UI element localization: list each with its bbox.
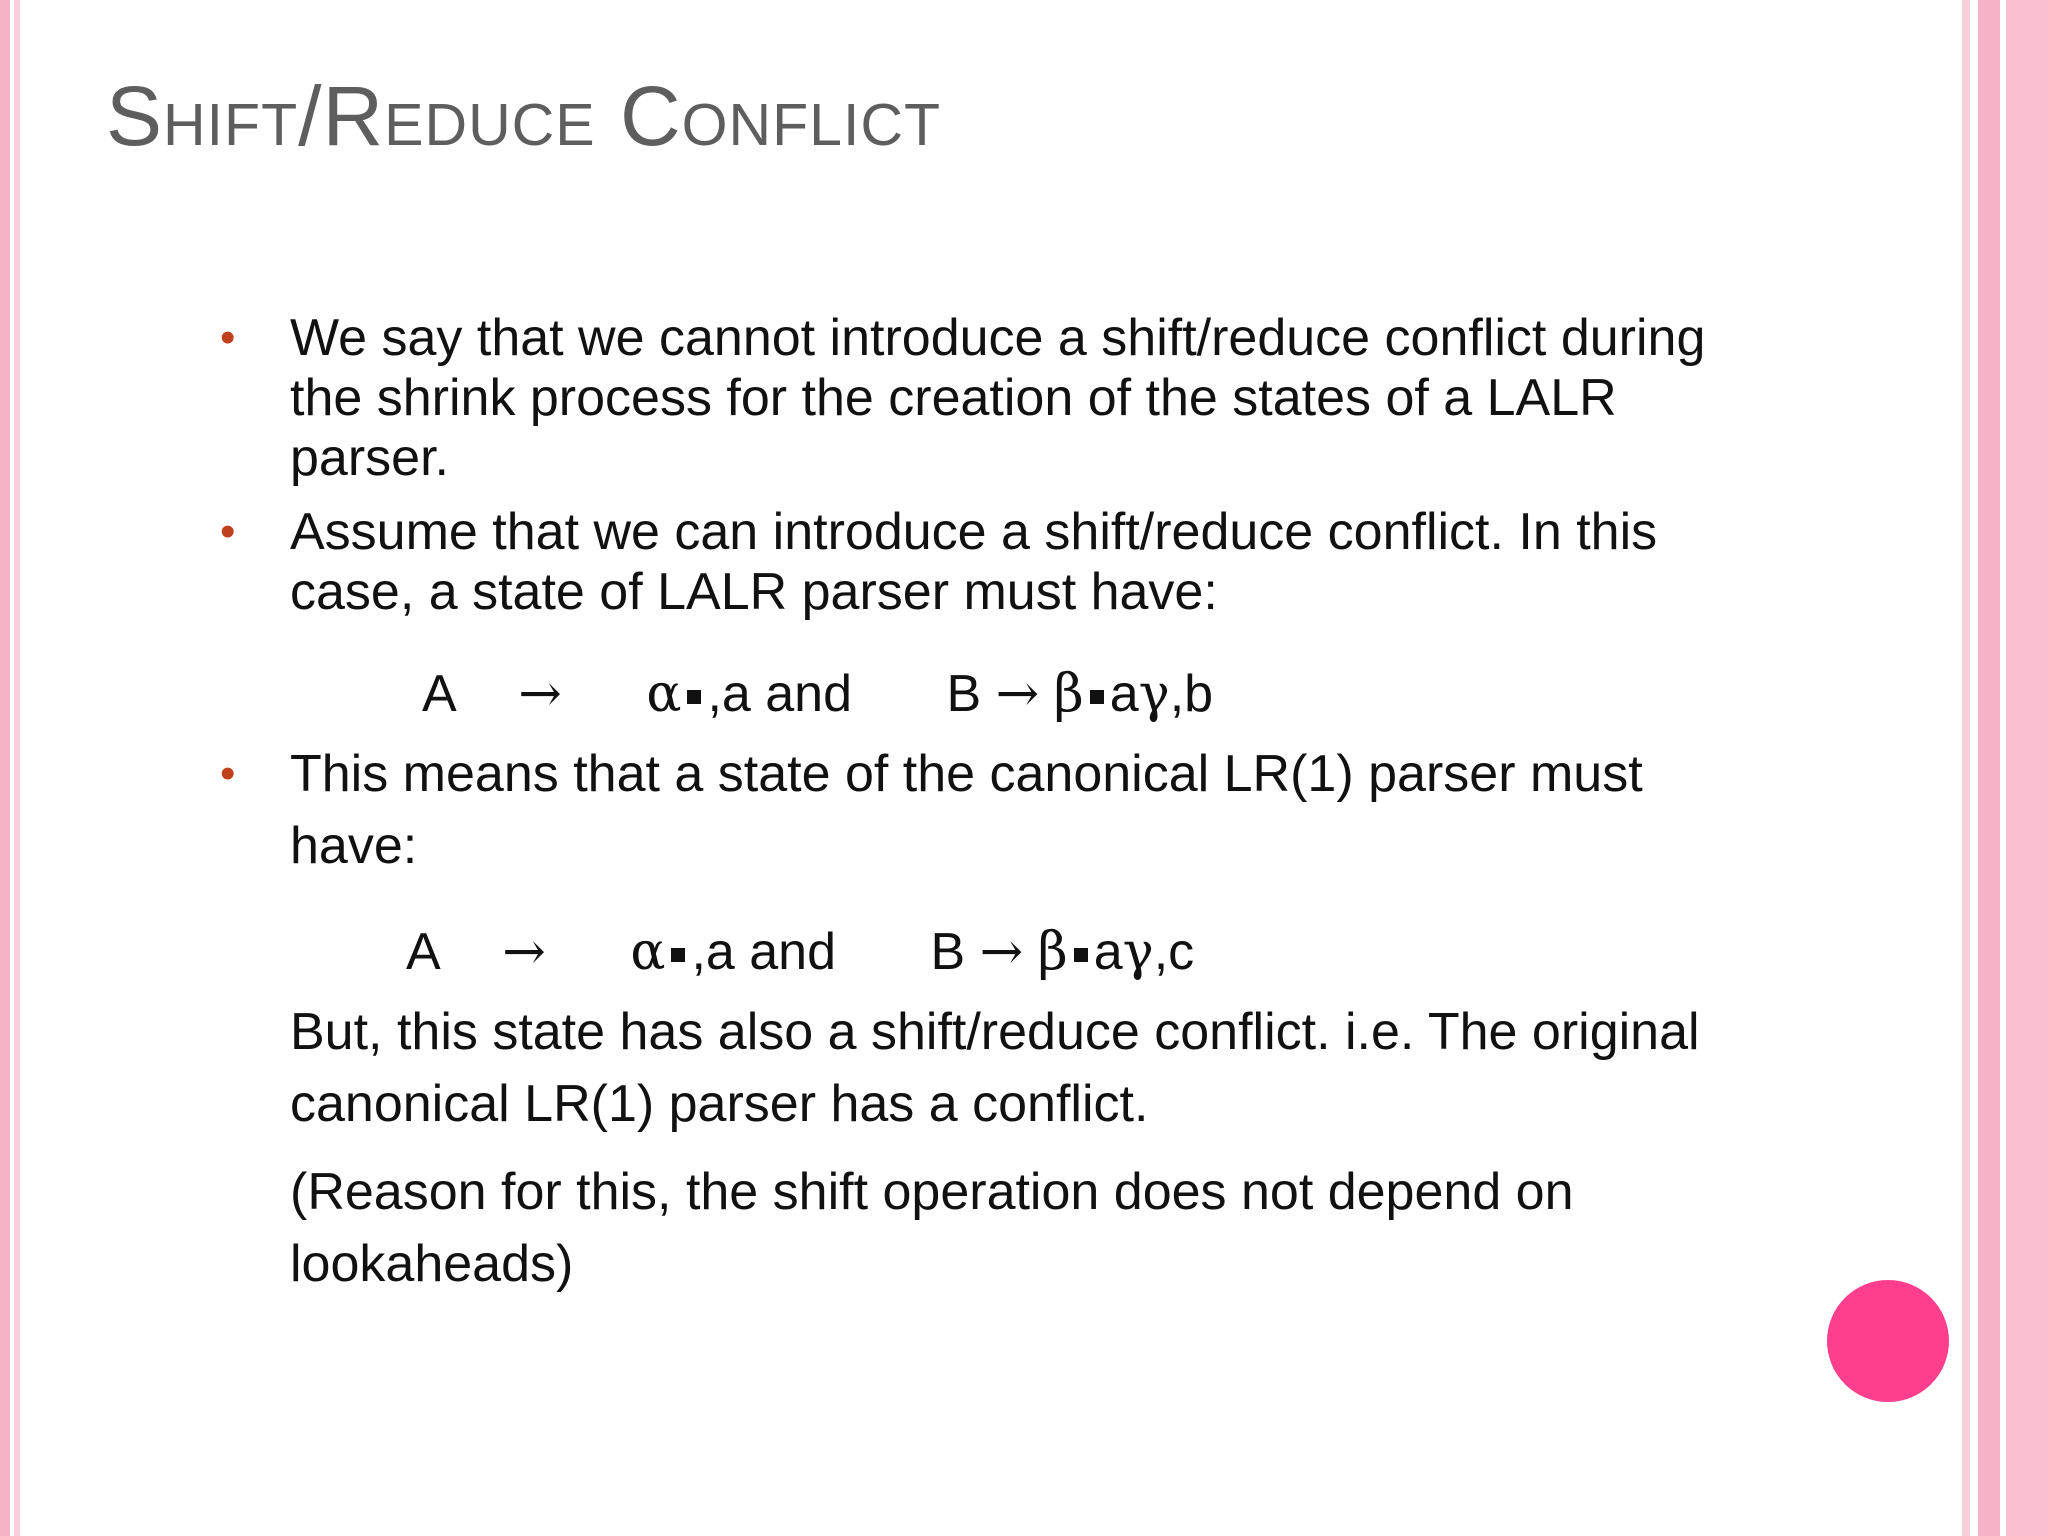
bullet-marker: •: [220, 749, 236, 798]
bullet-2-line-2: case, a state of LALR parser must have:: [290, 563, 1218, 621]
slide-title: Shift/Reduce Conflict: [106, 69, 942, 163]
formula-1-alpha: α: [646, 664, 682, 724]
formula-2-gamma: γ: [1122, 922, 1154, 982]
formula-2-rest-1: ,a and: [691, 923, 837, 981]
left-border-stripe-inner: [14, 0, 20, 1536]
formula-2: [406, 922, 1194, 982]
right-border-stripe-wide: [2006, 0, 2048, 1536]
formula-1-lhs: A: [422, 665, 454, 723]
item-dot-icon: [1074, 948, 1088, 962]
bullet-1-line-3: parser.: [290, 429, 449, 487]
formula-2-alpha: α: [630, 922, 666, 982]
formula-2-lhs: A: [406, 923, 438, 981]
right-border-stripe-middle: [1978, 0, 2000, 1536]
formula-1-beta: β: [1053, 664, 1084, 724]
formula-1-a: a: [1109, 665, 1139, 723]
formula-2-lhs-2: B: [930, 923, 966, 981]
formula-1-rest-1: ,a and: [707, 665, 853, 723]
conclusion-line-1: But, this state has also a shift/reduce conflict. i.e. The original: [290, 1003, 1700, 1061]
right-border-stripe-thin: [1962, 0, 1970, 1536]
formula-1-gamma: γ: [1138, 664, 1170, 724]
bullet-2-line-1: Assume that we can introduce a shift/reduce conflict. In this: [290, 503, 1658, 561]
formula-2-arrow-2: →: [979, 922, 1024, 982]
formula-1-rest-2: ,b: [1169, 665, 1214, 723]
item-dot-icon: [687, 690, 701, 704]
formula-1-arrow-2: →: [995, 664, 1040, 724]
left-border-stripe: [0, 0, 10, 1536]
bullet-1-line-1: We say that we cannot introduce a shift/reduce conflict during: [290, 309, 1706, 367]
formula-1: [422, 664, 1213, 724]
conclusion-line-2: canonical LR(1) parser has a conflict.: [290, 1075, 1149, 1133]
bullet-3-line-1: This means that a state of the canonical LR(1) parser must: [290, 745, 1643, 803]
formula-2-rest-2: ,c: [1153, 923, 1195, 981]
formula-1-lhs-2: B: [946, 665, 982, 723]
bullet-marker: •: [220, 313, 236, 362]
formula-2-beta: β: [1037, 922, 1068, 982]
decorative-circle: [1827, 1280, 1949, 1402]
bullet-marker: •: [220, 507, 236, 556]
conclusion-line-3: (Reason for this, the shift operation does not depend on: [290, 1163, 1574, 1221]
formula-2-a: a: [1093, 923, 1123, 981]
bullet-3-line-2: have:: [290, 817, 418, 875]
item-dot-icon: [1090, 690, 1104, 704]
item-dot-icon: [671, 948, 685, 962]
formula-1-arrow: →: [518, 664, 562, 724]
formula-2-arrow: →: [502, 922, 546, 982]
conclusion-line-4: lookaheads): [290, 1235, 574, 1293]
bullet-1-line-2: the shrink process for the creation of the states of a LALR: [290, 369, 1617, 427]
